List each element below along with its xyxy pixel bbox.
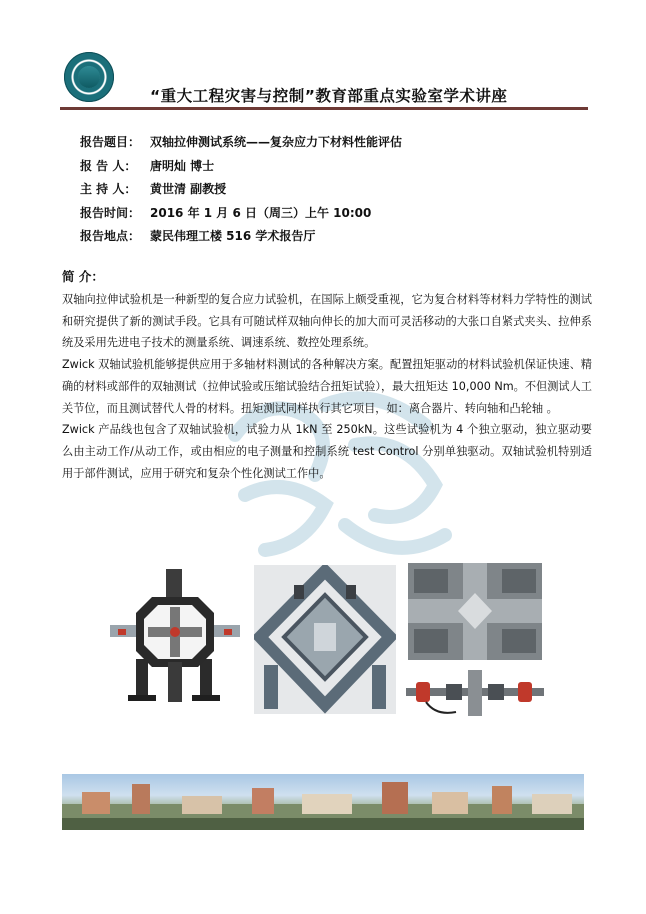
campus-skyline <box>62 774 584 830</box>
info-value: 2016 年 1 月 6 日（周三）上午 10:00 <box>150 205 372 220</box>
lecture-info <box>80 131 402 249</box>
intro-paragraph: Zwick 产品线也包含了双轴试验机，试验力从 1kN 至 250kN。这些试验机为 4 个独立驱动，独立驱动要么由主动工作/从动工作，或由相应的电子测量和控制系统 test Control 分别单独驱动。双轴试验机特别适用于部件测试，应用于研究和复杂个性化测试工作中。 <box>62 423 592 480</box>
intro-paragraph: Zwick 双轴试验机能够提供应用于多轴材料测试的各种解决方案。配置扭矩驱动的材料试验机保证快速、精确的材料或部件的双轴测试（拉伸试验或压缩试验结合扭矩试验），最大扭矩达 10,000 Nm。不但测试人工关节位，而且测试替代人骨的材料。扭矩测试同样执行其它项目，如：离合器片、转向轴和凸轮轴 。 <box>62 358 592 415</box>
intro-heading: 简 介： <box>62 269 104 284</box>
clamp-closeup-photo <box>408 563 542 660</box>
header-divider <box>60 107 588 110</box>
intro-body <box>62 289 592 484</box>
info-label: 报告题目： <box>80 135 141 149</box>
university-logo <box>64 52 114 102</box>
specimen-photo <box>406 668 544 718</box>
info-row-speaker <box>80 155 402 179</box>
info-row-location <box>80 225 402 249</box>
info-label: 报告地点： <box>80 229 141 243</box>
info-value: 双轴拉伸测试系统——复杂应力下材料性能评估 <box>150 135 403 149</box>
intro-paragraph: 双轴向拉伸试验机是一种新型的复合应力试验机，在国际上颇受重视，它为复合材料等材料力学特性的测试和研究提供了新的测试手段。它具有可随试样双轴向伸长的加大而可灵活移动的大张口自紧式夹头、拉伸系统及采用先进电子技术的测量系统、调速系统、数控处理系统。 <box>62 293 592 350</box>
info-label: 报告时间： <box>80 205 141 220</box>
info-value: 唐明灿 博士 <box>150 158 215 173</box>
info-row-title <box>80 131 402 155</box>
info-value: 蒙民伟理工楼 516 学术报告厅 <box>150 229 316 243</box>
machine-photo <box>108 567 242 711</box>
info-value: 黄世清 副教授 <box>150 182 227 196</box>
info-label: 主 持 人： <box>80 182 137 196</box>
page-title: “重大工程灾害与控制”教育部重点实验室学术讲座 <box>150 87 508 105</box>
info-row-time <box>80 202 402 226</box>
info-row-host <box>80 178 402 202</box>
info-label: 报 告 人： <box>80 158 137 173</box>
frame-photo <box>254 565 396 714</box>
campus-banner <box>62 774 584 830</box>
logo-emblem-icon <box>78 66 100 88</box>
